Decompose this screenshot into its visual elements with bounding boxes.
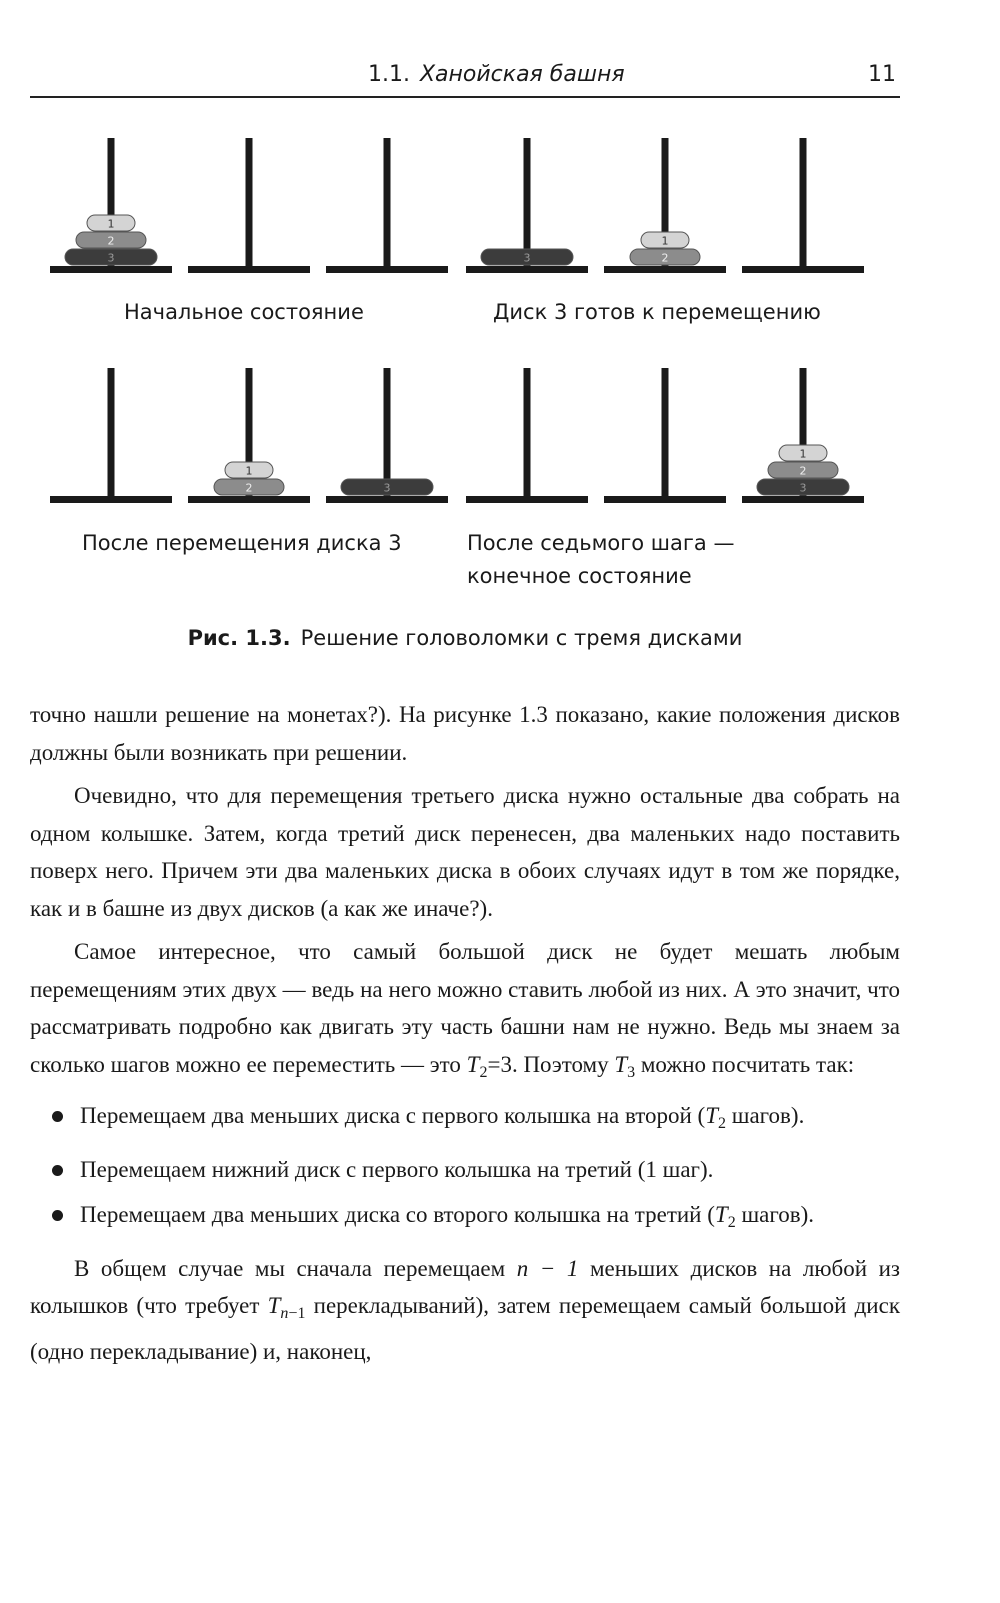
math-Tn-1: $T_{n-1}$: [267, 1293, 306, 1322]
list-item: Перемещаем два меньших диска с первого колышка на второй ($T_2$ шагов).: [30, 1097, 900, 1143]
paragraph-text: =3. Поэтому: [487, 1051, 615, 1077]
disk-label: 3: [107, 251, 115, 265]
peg: [662, 368, 669, 496]
peg-base: [326, 496, 448, 503]
peg-base: [742, 496, 864, 503]
peg: [384, 368, 391, 496]
caption-after-seventh-2: конечное состояние: [467, 564, 692, 588]
page-number: 11: [868, 62, 896, 87]
paragraph: [30, 933, 900, 1091]
bullet-icon: [52, 1210, 63, 1221]
figure-caption: [0, 626, 930, 650]
figure-hanoi: [0, 0, 1000, 660]
peg-base: [50, 266, 172, 273]
peg-base: [50, 496, 172, 503]
chapter-title: Ханойская башня: [419, 62, 625, 87]
math-T2: $T_2$: [466, 1051, 488, 1081]
peg: [384, 138, 391, 266]
caption-initial: Начальное состояние: [124, 300, 364, 324]
caption-disk3-ready: Диск 3 готов к перемещению: [493, 300, 821, 324]
disk-label: 2: [245, 481, 253, 495]
peg-base: [604, 266, 726, 273]
disk-label: 2: [799, 464, 807, 478]
disk-label: 2: [661, 251, 669, 265]
peg: [246, 138, 253, 266]
disk-label: 3: [799, 481, 807, 495]
peg-base: [466, 266, 588, 273]
disk-label: 2: [107, 234, 115, 248]
peg-base: [188, 266, 310, 273]
bullet-icon: [52, 1165, 63, 1176]
disk-label: 1: [799, 447, 807, 461]
list-item: Перемещаем нижний диск с первого колышка на третий (1 шаг).: [30, 1151, 900, 1189]
peg: [800, 138, 807, 266]
caption-after-seventh-1: После седьмого шага —: [467, 531, 735, 555]
peg-base: [188, 496, 310, 503]
paragraph-text: можно посчитать так:: [635, 1051, 855, 1077]
bullet-icon: [52, 1111, 63, 1122]
disk-label: 3: [523, 251, 531, 265]
disk-label: 1: [661, 234, 669, 248]
peg-base: [742, 266, 864, 273]
disk-label: 1: [107, 217, 115, 231]
section-number: 1.1.: [368, 62, 410, 87]
disk-label: 1: [245, 464, 253, 478]
bullet-list: [30, 1097, 900, 1242]
figure-label: Рис. 1.3.: [187, 626, 291, 650]
peg: [524, 138, 531, 266]
list-item: Перемещаем два меньших диска со второго колышка на третий ($T_2$ шагов).: [30, 1196, 900, 1242]
paragraph-text: Самое интересное, что самый большой диск не будет мешать любым перемещениям этих двух — ведь на него можно ставить любой из них. А это значит, что рассматривать подробно как двигать эту часть башни нам не нужно. Ведь мы знаем за сколько шагов можно ее переместить — это: [30, 939, 900, 1077]
paragraph: Очевидно, что для перемещения третьего диска нужно остальные два собрать на одном колышке. Затем, когда третий диск перенесен, два маленьких надо поставить поверх него. Причем эти два маленьких диска в обоих случаях идут в том же порядке, как и в башне из двух дисков (а как же иначе?).: [30, 783, 900, 921]
peg-base: [466, 496, 588, 503]
paragraph: В общем случае мы сначала перемещаем n − 1 меньших дисков на любой из колышков (что требует $T_{n-1}$ перекладываний), затем перемещаем самый большой диск (одно перекладывание) и, наконец,: [30, 1255, 900, 1364]
peg: [108, 368, 115, 496]
paragraph: точно нашли решение на монетах?). На рисунке 1.3 показано, какие положения дисков должны были возникать при решении.: [30, 702, 900, 765]
caption-after-disk3: После перемещения диска 3: [82, 531, 402, 555]
peg-base: [604, 496, 726, 503]
peg: [524, 368, 531, 496]
peg-base: [326, 266, 448, 273]
math-n-minus-1: n − 1: [516, 1255, 579, 1281]
figure-caption-text: Решение головоломки с тремя дисками: [300, 626, 743, 650]
disk-label: 3: [383, 481, 391, 495]
body-text: [30, 696, 900, 1376]
math-T3: $T_3$: [614, 1051, 636, 1081]
